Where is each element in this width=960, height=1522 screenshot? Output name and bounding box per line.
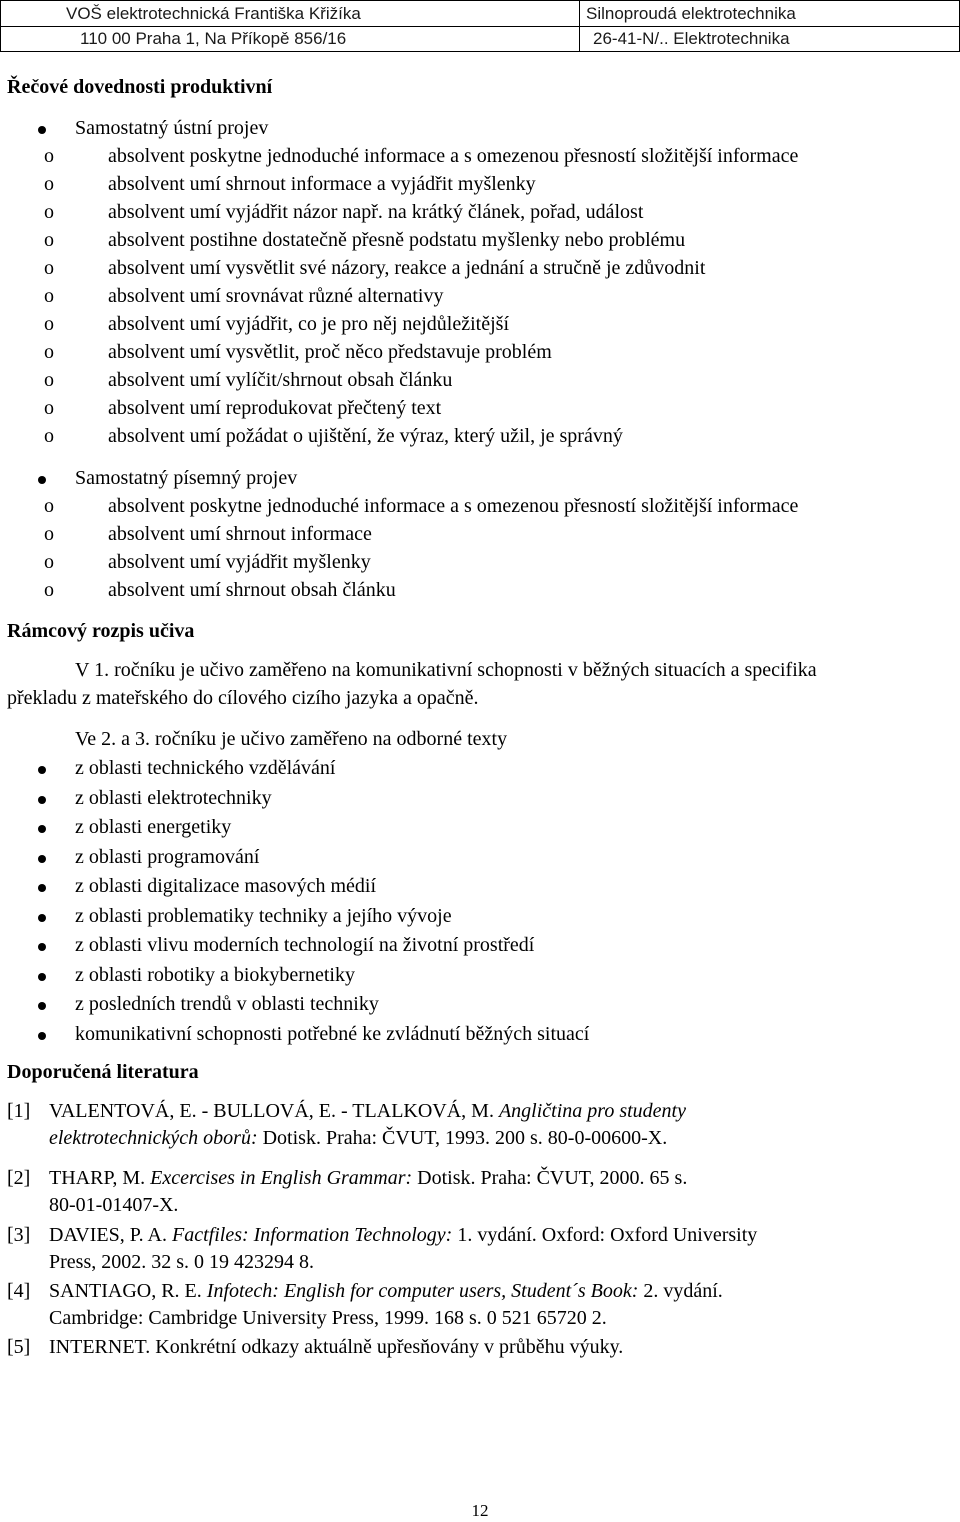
ref-3-line-2: Press, 2002. 32 s. 0 19 423294 8. (49, 1251, 315, 1273)
bullet-dot (38, 943, 46, 951)
list-item: absolvent umí shrnout informace a vyjádřit myšlenky (108, 173, 536, 195)
o-marker: o (44, 257, 54, 279)
o-marker: o (44, 285, 54, 307)
topic-item: z oblasti elektrotechniky (75, 786, 272, 809)
ref-4-line-2: Cambridge: Cambridge University Press, 1999. 168 s. 0 521 65720 2. (49, 1307, 607, 1329)
list-item: absolvent umí reprodukovat přečtený text (108, 397, 442, 419)
list-item: absolvent umí požádat o ujištění, že výraz, který užil, je správný (108, 425, 623, 447)
o-marker: o (44, 229, 54, 251)
list-item: absolvent poskytne jednoduché informace a s omezenou přesností složitější informace (108, 495, 799, 517)
bullet-dot (38, 476, 46, 484)
curriculum-para1-line1: V 1. ročníku je učivo zaměřeno na komunikativní schopnosti v běžných situacích a specifika (75, 659, 817, 681)
ref-2-line-2: 80-01-01407-X. (49, 1194, 179, 1216)
o-marker: o (44, 173, 54, 195)
topic-item: z oblasti energetiky (75, 816, 232, 838)
list-item: absolvent umí vyjádřit názor např. na krátký článek, pořad, událost (108, 201, 644, 223)
page-header (0, 0, 960, 52)
o-marker: o (44, 523, 54, 545)
ref-4-line-1: SANTIAGO, R. E. Infotech: English for computer users, Student´s Book: 2. vydání. (49, 1280, 723, 1302)
topic-item: z oblasti problematiky techniky a jejího vývoje (75, 904, 452, 927)
o-marker: o (44, 425, 54, 447)
header-code: 26-41-N/.. Elektrotechnika (593, 29, 790, 48)
ref-2-line-1: THARP, M. Excercises in English Grammar: Dotisk. Praha: ČVUT, 2000. 65 s. (49, 1167, 688, 1189)
bullet-dot (38, 126, 46, 134)
written-label: Samostatný písemný projev (75, 467, 298, 489)
header-address: 110 00 Praha 1, Na Příkopě 856/16 (80, 29, 347, 48)
bullet-dot (38, 1002, 46, 1010)
o-marker: o (44, 145, 54, 167)
bullet-dot (38, 825, 46, 833)
list-item: absolvent postihne dostatečně přesně podstatu myšlenky nebo problému (108, 229, 686, 251)
topic-item: z oblasti robotiky a biokybernetiky (75, 963, 355, 986)
header-rule-left (0, 0, 1, 52)
bullet-dot (38, 1032, 46, 1040)
bullet-dot (38, 766, 46, 774)
section-title-curriculum: Rámcový rozpis učiva (7, 620, 195, 642)
ref-number: [1] (7, 1100, 31, 1122)
o-marker: o (44, 579, 54, 601)
bullet-dot (38, 855, 46, 863)
bullet-dot (38, 796, 46, 804)
ref-3-line-1: DAVIES, P. A. Factfiles: Information Technology: 1. vydání. Oxford: Oxford University (49, 1224, 758, 1246)
header-rule-divider (579, 0, 580, 52)
bullet-dot (38, 914, 46, 922)
section-title-literature: Doporučená literatura (7, 1061, 199, 1083)
ref-number: [5] (7, 1336, 31, 1358)
list-item: absolvent umí vysvětlit své názory, reakce a jednání a stručně je zdůvodnit (108, 257, 706, 279)
ref-number: [3] (7, 1224, 31, 1246)
o-marker: o (44, 313, 54, 335)
o-marker: o (44, 341, 54, 363)
ref-number: [4] (7, 1280, 31, 1302)
o-marker: o (44, 495, 54, 517)
list-item: absolvent umí vyjádřit, co je pro něj nejdůležitější (108, 313, 510, 335)
header-program: Silnoproudá elektrotechnika (586, 4, 796, 23)
oral-label: Samostatný ústní projev (75, 117, 269, 139)
topic-item: z oblasti vlivu moderních technologií na životní prostředí (75, 934, 535, 956)
list-item: absolvent umí vylíčit/shrnout obsah článku (108, 369, 453, 391)
bullet-dot (38, 884, 46, 892)
o-marker: o (44, 551, 54, 573)
list-item: absolvent umí vyjádřit myšlenky (108, 551, 371, 573)
list-item: absolvent poskytne jednoduché informace a s omezenou přesností složitější informace (108, 145, 799, 167)
o-marker: o (44, 201, 54, 223)
topic-item: z oblasti programování (75, 845, 260, 868)
topic-item: z oblasti digitalizace masových médií (75, 875, 377, 897)
curriculum-para2: Ve 2. a 3. ročníku je učivo zaměřeno na odborné texty (75, 728, 508, 750)
header-school: VOŠ elektrotechnická Františka Křižíka (66, 4, 361, 23)
list-item: absolvent umí vysvětlit, proč něco představuje problém (108, 341, 552, 363)
list-item: absolvent umí shrnout informace (108, 523, 372, 545)
topic-item: z oblasti technického vzdělávání (75, 757, 336, 779)
ref-number: [2] (7, 1167, 31, 1189)
list-item: absolvent umí shrnout obsah článku (108, 579, 396, 601)
curriculum-para1-line2: překladu z mateřského do cílového cizího jazyka a opačně. (7, 687, 479, 709)
bullet-dot (38, 973, 46, 981)
topic-item: komunikativní schopnosti potřebné ke zvládnutí běžných situací (75, 1022, 590, 1045)
ref-1-line-1: VALENTOVÁ, E. - BULLOVÁ, E. - TLALKOVÁ, M. Angličtina pro studenty (49, 1100, 686, 1122)
topic-item: z posledních trendů v oblasti techniky (75, 993, 379, 1015)
page-number: 12 (471, 1501, 489, 1520)
section-title-productive: Řečové dovednosti produktivní (7, 76, 273, 98)
ref-5-line-1: INTERNET. Konkrétní odkazy aktuálně upřesňovány v průběhu výuky. (49, 1336, 624, 1358)
ref-1-line-2: elektrotechnických oborů: Dotisk. Praha: ČVUT, 1993. 200 s. 80-0-00600-X. (49, 1127, 668, 1149)
o-marker: o (44, 397, 54, 419)
list-item: absolvent umí srovnávat různé alternativy (108, 285, 444, 307)
o-marker: o (44, 369, 54, 391)
